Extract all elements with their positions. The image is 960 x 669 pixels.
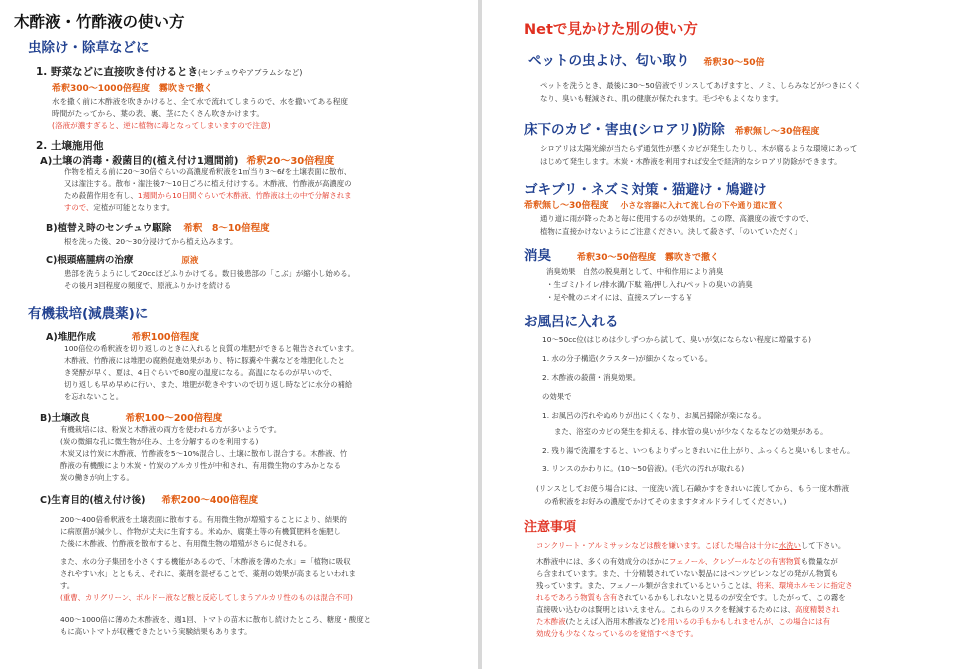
bath-line1: 10～50cc位(はじめは少しずつから試して、臭いが気にならない程度に増量する) xyxy=(542,335,812,344)
mold-line1: シロアリは太陽光線が当たらず通気性が悪くカビが発生したりし、木が腐るような環境にあって xyxy=(540,144,858,153)
organic-b-line4: 酢液の有機酸により木炭・竹炭のアルカリ性が中和され、有用微生物のすみかとなる xyxy=(60,461,341,470)
page-divider xyxy=(478,0,482,669)
item2c-line1: 患部を洗うようにして20ccほどふりかけてる。数日後患部の「こぶ」が縮小し始める。 xyxy=(64,269,355,278)
odor-heading: 消臭 希釈30～50倍程度 霧吹きで撒く xyxy=(524,248,720,264)
item2c-line2: その後月3回程度の頻度で、原液ふりかけを続ける xyxy=(64,281,232,290)
item2c-label: C)根頭癌腫病の治療 原液 xyxy=(46,255,199,266)
pet-line2: なり、臭いも軽減され、肌の健康が保たれます。毛づやもよくなります。 xyxy=(540,94,784,103)
caution-line6: 直接吸い込むのは賢明とはいえません。これらのリスクを軽減するためには、高度精製され xyxy=(536,605,840,614)
item1-line2: 時間がたってから、葉の表、裏、茎にたくさん吹きかけます。 xyxy=(52,109,265,118)
odor-line3: ・足や靴のニオイには、直接スプレーする￥ xyxy=(546,293,693,302)
pest-dilution: 希釈無し～30倍程度 小さな容器に入れて流し台の下や通り道に置く xyxy=(524,201,785,211)
organic-a-line4: 切り返しも早め早めに行い、また、堆肥が乾きやすいので切り返し時などに水分の補給 xyxy=(64,380,353,389)
organic-c-line2: に病原菌が減少し、作物が丈夫に生育する。米ぬか、腐葉土等の有機質肥料を施肥し xyxy=(60,527,341,536)
organic-b-line3: 木炭又は竹炭に木酢液、竹酢液を5～10%混合し、土壌に散布し混合する。木酢液、竹 xyxy=(60,449,348,458)
item2b-label: B)植替え時のセンチュウ駆除 希釈 8～10倍程度 xyxy=(46,223,270,234)
bath-line6: また、浴室のカビの発生を抑える、排水管の臭いが少なくなるなどの効果がある。 xyxy=(554,427,828,436)
item1-title: 1. 野菜などに直接吹き付けるとき(センチュウやアブラムシなど) xyxy=(36,66,303,78)
right-page xyxy=(484,0,960,669)
organic-c-line5: されやすい水」とともえ、それに、薬剤を混ぜることで、薬剤の効果が高まるといわれま xyxy=(60,569,356,578)
bath-line10: の希釈液をお好みの濃度でかけてそのまますタオルドライしてください。) xyxy=(544,497,787,506)
caution-line2: 木酢液中には、多くの有効成分のほかにフェノール、クレゾールなどの有害物質も微量なが xyxy=(536,557,838,566)
organic-a-line1: 100倍位の希釈液を切り返しのときに入れると良質の堆肥ができると報告されています。 xyxy=(64,344,359,353)
bath-line2: 1. 水の分子構造(クラスター)が細かくなっている。 xyxy=(542,354,713,363)
organic-c-line6: す。 xyxy=(60,581,75,590)
caution-line4: 残っています。また、フェノール類が含まれているということは、将来、環境ホルモンに指定さ xyxy=(536,581,853,590)
item2b-line1: 根を洗った後、20～30分浸けてから植え込みます。 xyxy=(64,237,238,246)
left-page xyxy=(0,0,476,669)
bath-line5: 1. お風呂の汚れやぬめりが出にくくなり、お風呂掃除が楽になる。 xyxy=(542,411,766,420)
item1-dilution: 希釈300～1000倍程度 霧吹きで撒く xyxy=(52,84,213,94)
bath-line4: の効果で xyxy=(542,392,572,401)
item2-title: 2. 土壌施用他 xyxy=(36,140,104,152)
organic-a-label: A)堆肥作成 希釈100倍程度 xyxy=(46,332,200,343)
caution-line3: ら含まれています。また、十分精製されていない製品にはベンツピレンなどの発がん物質も xyxy=(536,569,839,578)
bath-heading: お風呂に入れる xyxy=(524,314,619,330)
caution-heading: 注意事項 xyxy=(524,520,577,535)
right-page-title: Netで見かけた別の使い方 xyxy=(524,22,698,38)
item2a-line2: 又は潅注する。散布・潅注後7～10日ごろに植え付けする。木酢液、竹酢液が高濃度の xyxy=(64,179,352,188)
organic-c-line8: もに高いトマトが収穫できたという実験結果もあります。 xyxy=(60,627,252,636)
pest-line1: 通り道に雨が降ったあと毎に使用するのが効果的。この際、高濃度の液ですので、 xyxy=(540,214,814,223)
item1-line1: 水を撒く前に木酢液を吹きかけると、全て水で流れてしまうので、水を撒いてある程度 xyxy=(52,97,348,106)
organic-b-label: B)土壌改良 希釈100～200倍程度 xyxy=(40,413,223,424)
organic-c-label: C)生育目的(植え付け後) 希釈200～400倍程度 xyxy=(40,495,259,506)
organic-a-line5: を忘れないこと。 xyxy=(64,392,124,401)
bath-line9: (リンスとしてお使う場合には、一度洗い流し石鹸かすをきれいに流してから、もう一度木酢液 xyxy=(536,484,850,493)
caution-line5: れるであろう物質も含有されているかもしれないと見るのが安全です。したがって、この霧を xyxy=(536,593,846,602)
caution-line7: た木酢液(たとえば入浴用木酢液など)を用いるの手もかもしれませんが、この場合には有 xyxy=(536,617,831,626)
pet-heading: ペットの虫よけ、匂い取り 希釈30～50倍 xyxy=(528,53,765,69)
organic-c-line4: また、水の分子集団を小さくする機能があるので、「木酢液を薄めた水」=「植物に吸収 xyxy=(60,557,351,566)
mold-line2: はじめて発生します。木炭・木酢液を利用すれば安全で経済的なシロアリ防除ができます。 xyxy=(540,157,842,166)
section-heading-pest-weed: 虫除け・除草などに xyxy=(28,40,150,56)
bath-line3: 2. 木酢液の殺菌・消臭効果。 xyxy=(542,373,641,382)
mold-heading: 床下のカビ・害虫(シロアリ)防除 希釈無し～30倍程度 xyxy=(524,122,820,138)
left-page-title: 木酢液・竹酢液の使い方 xyxy=(14,13,185,31)
organic-b-line2: (炭の微細な孔に微生物が住み、土を分解するのを利用する) xyxy=(60,437,259,446)
organic-a-line3: き発酵が早く、夏は、4日ぐらいで80度の温度になる。高温になるのが早いので、 xyxy=(64,368,337,377)
item1-note: (洛液が濃すぎると、逆に植物に毒となってしまいますので注意) xyxy=(52,121,271,130)
pest-line2: 植物に直接かけないようにご注意ください。決して殺さず、「のいていただく」 xyxy=(540,227,802,236)
organic-b-line1: 有機栽培には、粉炭と木酢液の両方を使われる方が多いようです。 xyxy=(60,425,282,434)
pest-heading: ゴキブリ・ネズミ対策・猫避け・鳩避け xyxy=(524,182,767,198)
item2a-line4: すので、定植が可能となります。 xyxy=(64,203,175,212)
bath-line8: 3. リンスのかわりに。(10～50倍液)。(毛穴の汚れが取れる) xyxy=(542,464,745,473)
caution-line1: コンクリート・アルミサッシなどは酸を嫌います。こぼした場合は十分に水洗いして下さい。 xyxy=(536,541,846,550)
bath-line7: 2. 残り湯で洗濯をすると、いつもよりずっときれいに仕上がり、ふっくらと臭いもしません。 xyxy=(542,446,855,455)
caution-line8: 効成分も少なくなっているのを覚悟すべきです。 xyxy=(536,629,698,638)
odor-line2: ・生ゴミ/トイレ/排水溝/下駄 箱/押し入れ/ペットの臭いの消臭 xyxy=(546,280,753,289)
organic-a-line2: 木酢液、竹酢液には堆肥の腐熟促進効果があり、特に豚糞や牛糞などを堆肥化したと xyxy=(64,356,345,365)
item2a-line1: 作物を植える前に20～30倍ぐらいの高濃度希釈液を1㎡当り3～6ℓを土壌表面に散布、 xyxy=(64,167,352,176)
organic-c-note: (重曹、カリグリーン、ボルドー液など酸と反応してしまうアルカリ性のものは混合不可) xyxy=(60,593,353,602)
section-heading-organic: 有機栽培(減農薬)に xyxy=(28,306,149,322)
organic-b-line5: 炭の働きが向上する。 xyxy=(60,473,134,482)
odor-line1: 消臭効果 自然の脱臭剤として、中和作用により消臭 xyxy=(546,267,724,276)
organic-c-line1: 200～400倍希釈液を土壌表面に散布する。有用微生物が増殖することにより、結果的 xyxy=(60,515,347,524)
organic-c-line3: た後に木酢液、竹酢液を散布すると、有用微生物の増殖がさらに促される。 xyxy=(60,539,312,548)
item2a-label: A)土壌の消毒・殺菌目的(植え付け1週間前) 希釈20～30倍程度 xyxy=(40,156,335,167)
item2a-line3: ため殺菌作用を有し、1週間から10日間ぐらいで木酢液、竹酢液は土の中で分解されま xyxy=(64,191,352,200)
pet-line1: ペットを洗うとき、最後に30～50倍液でリンスしてあげますと、ノミ、しらみなどがつきにくく xyxy=(540,81,862,90)
organic-c-line7: 400～1000倍に薄めた木酢液を、週1回、トマトの苗木に散布し続けたところ、糖度・酸度と xyxy=(60,615,372,624)
